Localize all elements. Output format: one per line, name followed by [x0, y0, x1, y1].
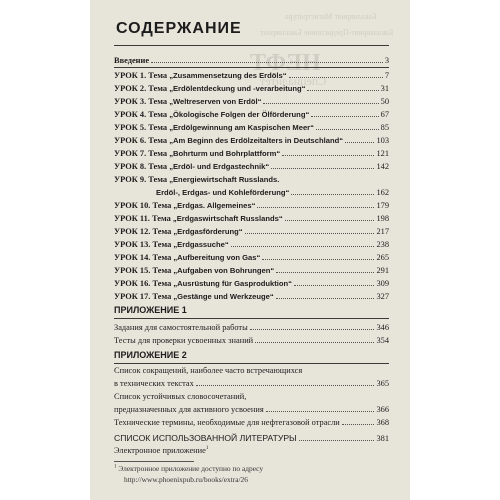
toc-entry-topic: „Gestänge und Werkzeuge“: [173, 292, 274, 301]
footnote-line: [114, 464, 374, 473]
toc-entry: [114, 160, 389, 172]
bleed-through-text: Бакалавриат-Предисловие Бакалавриат: [260, 28, 394, 37]
leader-dots: [299, 440, 375, 441]
toc-page-number: 327: [376, 292, 389, 301]
leader-dots: [276, 298, 375, 299]
toc-entry: [114, 321, 389, 333]
toc-entry: [114, 377, 389, 389]
footnote-url: http://www.phoenixpub.ru/books/extra/26: [124, 475, 248, 484]
toc-entry-lead: УРОК 13. Тема: [114, 240, 172, 249]
toc-page-number: 142: [376, 162, 389, 171]
entry-rule: [114, 67, 389, 68]
toc-page-number: 354: [376, 336, 389, 345]
toc-page-number: 162: [376, 188, 389, 197]
toc-entry-topic: „Aufgaben von Bohrungen“: [173, 266, 275, 275]
toc-entry-text: в технических текстах: [114, 379, 194, 388]
toc-entry-lead: УРОК 10. Тема: [114, 201, 172, 210]
leader-dots: [231, 246, 375, 247]
toc-entry: [114, 403, 389, 415]
toc-entry-text: Тесты для проверки усвоенных знаний: [114, 336, 254, 345]
toc-entry: [114, 416, 389, 428]
footnote-marker: 1: [205, 446, 209, 452]
toc-entry-lead: УРОК 7. Тема: [114, 149, 168, 158]
leader-dots: [307, 90, 378, 91]
toc-entry: [114, 147, 389, 159]
leader-dots: [282, 155, 374, 156]
leader-dots: [255, 342, 374, 343]
toc-page-number: 3: [384, 56, 389, 65]
toc-page-number: 179: [376, 201, 389, 210]
toc-entry-text: Список устойчивых словосочетаний,: [114, 392, 247, 401]
section-rule: [114, 363, 389, 364]
leader-dots: [257, 207, 374, 208]
toc-entry-lead: УРОК 12. Тема: [114, 227, 172, 236]
toc-entry-intro: [114, 54, 389, 66]
toc-entry-text: предназначенных для активного усвоения: [114, 405, 264, 414]
toc-entry: [114, 108, 389, 120]
toc-page-number: 238: [376, 240, 389, 249]
toc-entry-lead: УРОК 3. Тема: [114, 97, 168, 106]
toc-entry: [114, 225, 389, 237]
bleed-through-text: НЕФТ: [250, 50, 321, 76]
toc-entry-lead: УРОК 11. Тема: [114, 214, 171, 223]
toc-page-number: 198: [376, 214, 389, 223]
toc-entry-lead: УРОК 4. Тема: [114, 110, 168, 119]
toc-page-number: 31: [380, 84, 389, 93]
footnote-text: Электронное приложение доступно по адресу: [118, 464, 264, 473]
leader-dots: [276, 272, 374, 273]
toc-entry: [114, 82, 389, 94]
toc-entry-literature: [114, 431, 389, 444]
toc-entry-topic: „Erdgassuche“: [173, 240, 229, 249]
leader-dots: [262, 259, 374, 260]
toc-entry-lead: УРОК 2. Тема: [114, 84, 168, 93]
bleed-through-text: Специалитет: [260, 74, 327, 88]
toc-entry: [114, 199, 389, 211]
toc-entry-lead: УРОК 16. Тема: [114, 279, 172, 288]
toc-entry-topic: „Erdgaswirtschaft Russlands“: [172, 214, 283, 223]
toc-page-number: 381: [376, 434, 389, 443]
electronic-appendix: [114, 446, 208, 455]
footnote-rule: [114, 461, 194, 462]
toc-entry-topic: „Erdgasförderung“: [173, 227, 243, 236]
toc-entry: [114, 212, 389, 224]
toc-entry-topic: „Weltreserven von Erdöl“: [169, 97, 262, 106]
toc-entry-lead: Введение: [114, 56, 150, 65]
toc-entry-topic: „Erdgas. Allgemeines“: [173, 201, 256, 210]
toc-entry: [114, 173, 389, 185]
toc-entry-topic: „Am Beginn des Erdölzeitalters in Deutschland“: [169, 136, 344, 145]
toc-page-number: 217: [376, 227, 389, 236]
toc-entry: [114, 95, 389, 107]
leader-dots: [289, 77, 383, 78]
toc-entry-lead: УРОК 15. Тема: [114, 266, 172, 275]
toc-entry-lead: УРОК 6. Тема: [114, 136, 168, 145]
toc-page-number: 366: [376, 405, 389, 414]
toc-page-number: 85: [380, 123, 389, 132]
toc-entry-text: Задания для самостоятельной работы: [114, 323, 248, 332]
leader-dots: [285, 220, 375, 221]
leader-dots: [311, 116, 378, 117]
toc-page-number: 368: [376, 418, 389, 427]
toc-entry-lead: УРОК 17. Тема: [114, 292, 172, 301]
toc-page-number: 103: [376, 136, 389, 145]
electronic-appendix-text: Электронное приложение: [114, 446, 206, 455]
toc-entry: [114, 134, 389, 146]
toc-entry: [114, 264, 389, 276]
toc-entry-lead: УРОК 5. Тема: [114, 123, 168, 132]
appendix-2-heading: ПРИЛОЖЕНИЕ 2: [114, 350, 187, 360]
toc-entry-lead: УРОК 1. Тема: [114, 71, 168, 80]
leader-dots: [263, 103, 378, 104]
leader-dots: [342, 424, 375, 425]
toc-entry-topic: „Zusammensetzung des Erdöls“: [169, 71, 287, 80]
toc-entry-topic: „Erdölgewinnung am Kaspischen Meer“: [169, 123, 314, 132]
page-title: СОДЕРЖАНИЕ: [116, 20, 242, 37]
toc-page-number: 365: [376, 379, 389, 388]
leader-dots: [294, 285, 375, 286]
toc-entry-text: Список сокращений, наиболее часто встречающихся: [114, 366, 303, 375]
toc-page-number: 346: [376, 323, 389, 332]
toc-entry-topic: „Aufbereitung von Gas“: [173, 253, 261, 262]
toc-page-number: 309: [376, 279, 389, 288]
toc-entry-topic: „Erdöl- und Erdgastechnik“: [169, 162, 270, 171]
toc-page-number: 291: [376, 266, 389, 275]
toc-entry-text: Технические термины, необходимые для нефтегазовой отрасли: [114, 418, 340, 427]
toc-page-number: 7: [384, 71, 389, 80]
leader-dots: [266, 411, 375, 412]
toc-page-number: 67: [380, 110, 389, 119]
leader-dots: [345, 142, 374, 143]
appendix-1-heading: ПРИЛОЖЕНИЕ 1: [114, 305, 187, 315]
leader-dots: [271, 168, 374, 169]
footnote-number: 1: [114, 464, 117, 470]
leader-dots: [151, 62, 383, 63]
toc-page-number: 265: [376, 253, 389, 262]
toc-entry: [114, 251, 389, 263]
literature-heading: СПИСОК ИСПОЛЬЗОВАННОЙ ЛИТЕРАТУРЫ: [114, 433, 297, 443]
toc-entry: [114, 238, 389, 250]
leader-dots: [291, 194, 374, 195]
toc-page-number: 121: [376, 149, 389, 158]
toc-entry: [114, 69, 389, 81]
toc-entry-continued: [114, 186, 389, 198]
toc-entry-topic: „Ausrüstung für Gasproduktion“: [173, 279, 292, 288]
bleed-through-text: Бакалавриат Магистратура: [285, 12, 377, 21]
toc-entry: [114, 277, 389, 289]
toc-entry-lead: УРОК 14. Тема: [114, 253, 172, 262]
toc-entry-lead: УРОК 9. Тема: [114, 175, 168, 184]
toc-entry-topic: Erdöl-, Erdgas- und Kohleförderung“: [156, 188, 290, 197]
section-rule: [114, 318, 389, 319]
toc-page-number: 50: [380, 97, 389, 106]
leader-dots: [196, 385, 375, 386]
toc-entry-topic: „Energiewirtschaft Russlands.: [169, 175, 280, 184]
toc-entry-topic: „Erdölentdeckung und -verarbeitung“: [169, 84, 306, 93]
toc-entry: [114, 121, 389, 133]
title-rule: [114, 45, 389, 46]
toc-entry-topic: „Bohrturm und Bohrplattform“: [169, 149, 281, 158]
book-page: [90, 0, 410, 500]
toc-entry-topic: „Ökologische Folgen der Ölförderung“: [169, 110, 310, 119]
leader-dots: [245, 233, 375, 234]
toc-entry: [114, 334, 389, 346]
leader-dots: [250, 329, 375, 330]
toc-entry-lead: УРОК 8. Тема: [114, 162, 168, 171]
toc-entry: [114, 290, 389, 302]
leader-dots: [316, 129, 379, 130]
